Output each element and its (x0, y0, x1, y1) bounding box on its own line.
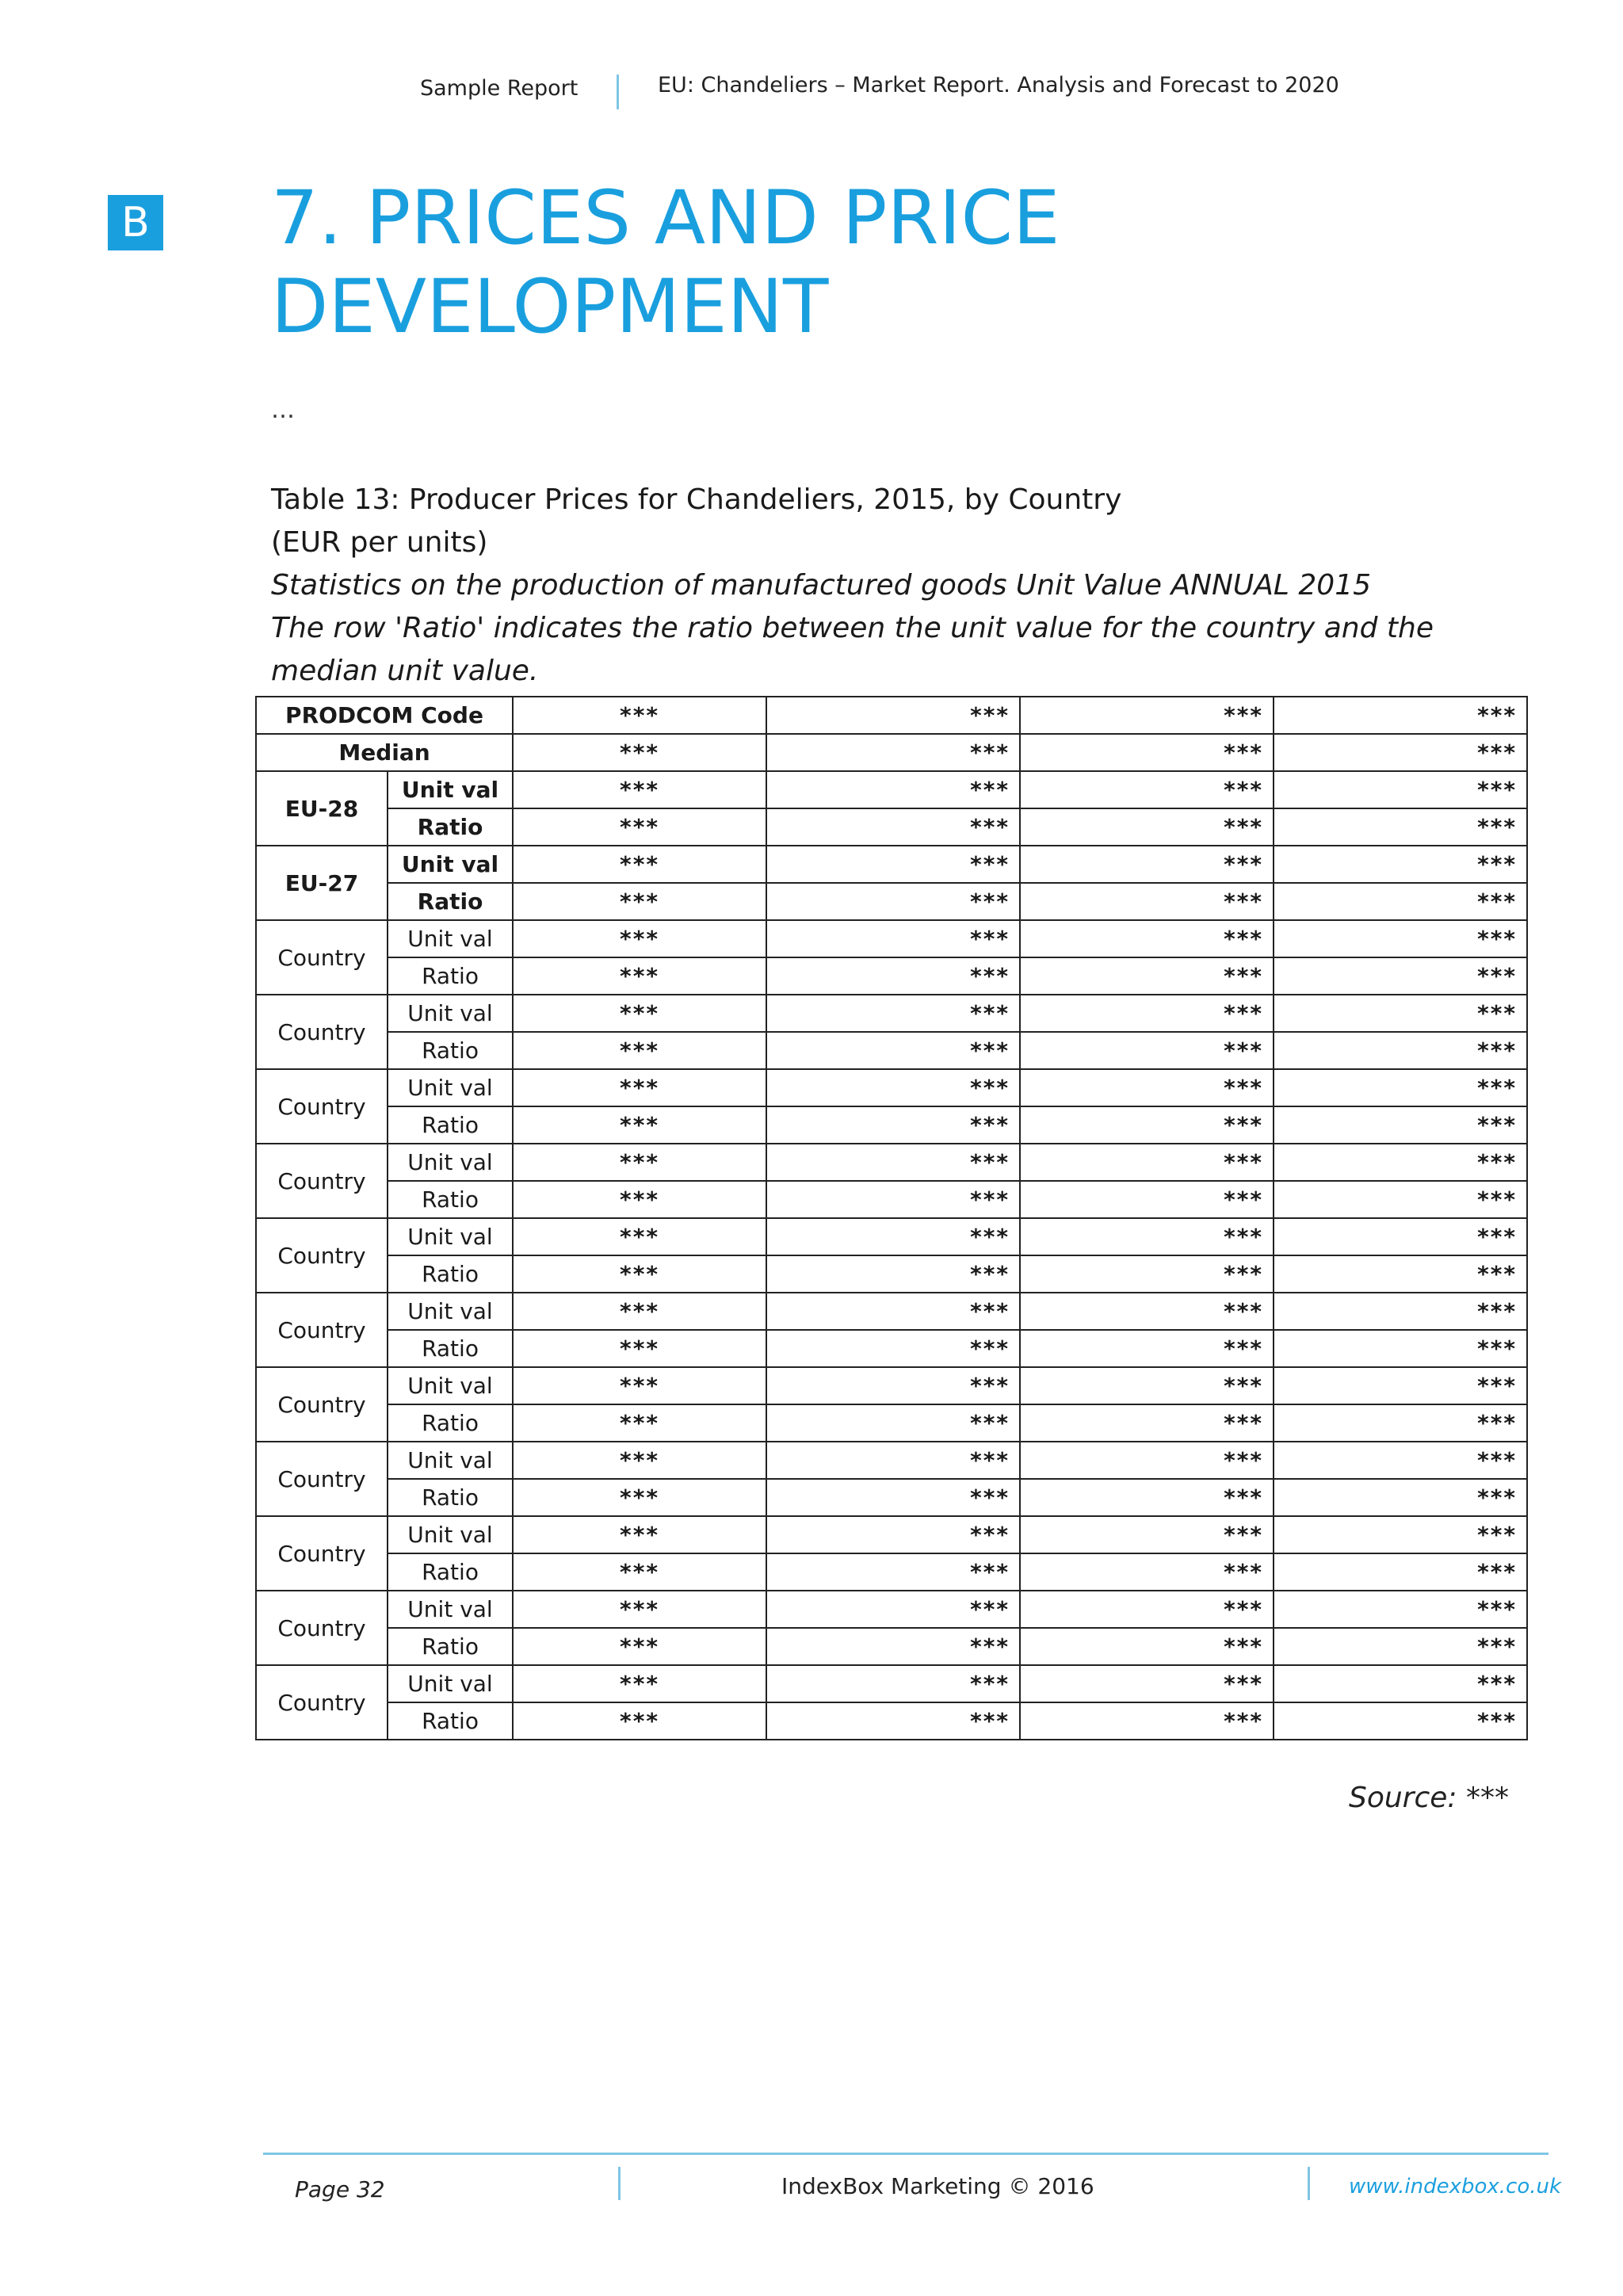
table-row (256, 1479, 1527, 1516)
table-row (256, 1665, 1527, 1702)
header-report-title: EU: Chandeliers – Market Report. Analysis and Forecast to 2020 (658, 73, 1339, 97)
table-cell-value: *** (513, 1069, 766, 1106)
indexbox-logo-icon: B (108, 195, 163, 250)
table-row (256, 1218, 1527, 1255)
table-cell-value: *** (513, 1218, 766, 1255)
table-group-label: Country (256, 1144, 388, 1218)
table-cell-value: *** (1274, 697, 1527, 734)
table-cell-value: *** (513, 1367, 766, 1404)
table-metric-label: Ratio (388, 1106, 513, 1144)
footer-website-link[interactable]: www.indexbox.co.uk (1349, 2175, 1562, 2199)
table-metric-label: Unit val (388, 1442, 513, 1479)
table-cell-value: *** (513, 1702, 766, 1740)
table-cell-value: *** (766, 1032, 1020, 1069)
table-row (256, 1404, 1527, 1442)
table-metric-label: Ratio (388, 1330, 513, 1367)
table-row (256, 1591, 1527, 1628)
table-cell-value: *** (766, 995, 1020, 1032)
table-cell-value: *** (1274, 808, 1527, 846)
table-cell-value: *** (1020, 1442, 1274, 1479)
table-metric-label: Unit val (388, 1665, 513, 1702)
table-metric-label: Ratio (388, 808, 513, 846)
table-cell-value: *** (766, 920, 1020, 957)
table-cell-value: *** (1274, 883, 1527, 920)
section-title-line1: 7. PRICES AND PRICE (271, 175, 1060, 262)
table-cell-value: *** (513, 920, 766, 957)
table-caption (271, 479, 1539, 693)
table-cell-value: *** (513, 808, 766, 846)
table-cell-value: *** (513, 846, 766, 883)
table-row-label: Median (256, 734, 513, 771)
table-cell-value: *** (1020, 1032, 1274, 1069)
table-group-label: EU-27 (256, 846, 388, 920)
table-cell-value: *** (766, 1106, 1020, 1144)
table-cell-value: *** (513, 1628, 766, 1665)
table-cell-value: *** (1020, 1069, 1274, 1106)
table-metric-label: Unit val (388, 1591, 513, 1628)
table-cell-value: *** (1020, 1628, 1274, 1665)
table-cell-value: *** (766, 1181, 1020, 1218)
table-source: Source: *** (1348, 1782, 1509, 1814)
table-group-label: Country (256, 920, 388, 995)
table-body (256, 697, 1527, 1740)
table-caption-ratio-note: The row 'Ratio' indicates the ratio between the unit value for the country and the median unit value. (271, 612, 1434, 687)
table-group-label: Country (256, 1367, 388, 1442)
footer-copyright: IndexBox Marketing © 2016 (781, 2173, 1094, 2199)
table-cell-value: *** (1020, 1702, 1274, 1740)
table-cell-value: *** (766, 808, 1020, 846)
table-cell-value: *** (1274, 1516, 1527, 1553)
table-metric-label: Ratio (388, 1181, 513, 1218)
table-cell-value: *** (1274, 1330, 1527, 1367)
table-cell-value: *** (1020, 1218, 1274, 1255)
table-cell-value: *** (513, 1516, 766, 1553)
table-metric-label: Ratio (388, 1404, 513, 1442)
table-cell-value: *** (766, 1144, 1020, 1181)
table-metric-label: Ratio (388, 1702, 513, 1740)
table-cell-value: *** (1274, 771, 1527, 808)
table-cell-value: *** (1020, 1181, 1274, 1218)
table-cell-value: *** (513, 957, 766, 995)
table-group-label: Country (256, 1069, 388, 1144)
section-title-line2: DEVELOPMENT (271, 264, 829, 350)
table-cell-value: *** (513, 1255, 766, 1293)
table-cell-value: *** (1020, 808, 1274, 846)
omitted-text-ellipsis: … (271, 396, 295, 424)
table-group-label: Country (256, 1591, 388, 1665)
table-cell-value: *** (1020, 1367, 1274, 1404)
table-row-label: PRODCOM Code (256, 697, 513, 734)
table-metric-label: Unit val (388, 1144, 513, 1181)
table-row (256, 808, 1527, 846)
table-cell-value: *** (766, 846, 1020, 883)
table-metric-label: Ratio (388, 1553, 513, 1591)
table-cell-value: *** (1020, 1553, 1274, 1591)
producer-prices-table (255, 696, 1528, 1740)
table-cell-value: *** (1274, 1069, 1527, 1106)
table-cell-value: *** (513, 1181, 766, 1218)
table-cell-value: *** (513, 1330, 766, 1367)
table-cell-value: *** (1274, 1628, 1527, 1665)
table-cell-value: *** (513, 697, 766, 734)
footer-page-number: Page 32 (295, 2176, 385, 2202)
table-metric-label: Unit val (388, 1516, 513, 1553)
table-caption-title: Table 13: Producer Prices for Chandeliers, 2015, by Country (271, 483, 1122, 516)
table-median-row (256, 734, 1527, 771)
table-group-label: Country (256, 1516, 388, 1591)
table-caption-units: (EUR per units) (271, 526, 488, 559)
table-cell-value: *** (1020, 1665, 1274, 1702)
table-row (256, 1293, 1527, 1330)
table-cell-value: *** (1274, 1553, 1527, 1591)
table-row (256, 1516, 1527, 1553)
table-cell-value: *** (1274, 1181, 1527, 1218)
table-row (256, 1367, 1527, 1404)
table-cell-value: *** (1274, 920, 1527, 957)
table-row (256, 883, 1527, 920)
header-divider (617, 74, 619, 109)
table-cell-value: *** (766, 1516, 1020, 1553)
table-cell-value: *** (513, 1144, 766, 1181)
table-cell-value: *** (1274, 1293, 1527, 1330)
table-cell-value: *** (1020, 1144, 1274, 1181)
section-title (271, 174, 1060, 352)
table-metric-label: Unit val (388, 1367, 513, 1404)
table-cell-value: *** (766, 697, 1020, 734)
table-row (256, 1181, 1527, 1218)
table-row (256, 1442, 1527, 1479)
table-cell-value: *** (766, 1702, 1020, 1740)
header-report-type: Sample Report (420, 76, 579, 101)
table-cell-value: *** (766, 1069, 1020, 1106)
table-metric-label: Unit val (388, 1218, 513, 1255)
table-metric-label: Unit val (388, 1293, 513, 1330)
table-group-label: Country (256, 1218, 388, 1293)
table-cell-value: *** (1274, 1367, 1527, 1404)
table-cell-value: *** (1020, 1106, 1274, 1144)
table-cell-value: *** (513, 995, 766, 1032)
table-cell-value: *** (513, 1442, 766, 1479)
table-cell-value: *** (766, 1404, 1020, 1442)
table-row (256, 1628, 1527, 1665)
table-cell-value: *** (766, 1665, 1020, 1702)
table-cell-value: *** (513, 1591, 766, 1628)
table-row (256, 1702, 1527, 1740)
table-row (256, 957, 1527, 995)
table-cell-value: *** (1274, 1702, 1527, 1740)
table-cell-value: *** (766, 1628, 1020, 1665)
table-cell-value: *** (766, 1367, 1020, 1404)
table-cell-value: *** (766, 957, 1020, 995)
table-row (256, 1330, 1527, 1367)
table-cell-value: *** (1020, 1330, 1274, 1367)
table-cell-value: *** (1020, 1293, 1274, 1330)
table-metric-label: Ratio (388, 1479, 513, 1516)
table-cell-value: *** (513, 1553, 766, 1591)
table-cell-value: *** (1020, 957, 1274, 995)
table-row (256, 1032, 1527, 1069)
table-cell-value: *** (1020, 1516, 1274, 1553)
table-cell-value: *** (766, 1479, 1020, 1516)
table-metric-label: Ratio (388, 883, 513, 920)
table-group-label: EU-28 (256, 771, 388, 846)
table-header-row (256, 697, 1527, 734)
table-metric-label: Ratio (388, 1628, 513, 1665)
table-cell-value: *** (1020, 734, 1274, 771)
table-cell-value: *** (1020, 883, 1274, 920)
table-cell-value: *** (766, 1330, 1020, 1367)
table-cell-value: *** (1274, 1591, 1527, 1628)
table-cell-value: *** (766, 1293, 1020, 1330)
table-cell-value: *** (1274, 1255, 1527, 1293)
table-cell-value: *** (513, 1106, 766, 1144)
table-cell-value: *** (1274, 1404, 1527, 1442)
table-cell-value: *** (513, 734, 766, 771)
table-cell-value: *** (1274, 846, 1527, 883)
table-cell-value: *** (1274, 995, 1527, 1032)
table-cell-value: *** (513, 1479, 766, 1516)
table-cell-value: *** (513, 1665, 766, 1702)
table-cell-value: *** (1274, 1665, 1527, 1702)
table-cell-value: *** (1274, 1144, 1527, 1181)
table-cell-value: *** (513, 883, 766, 920)
table-cell-value: *** (766, 734, 1020, 771)
footer-divider (618, 2167, 621, 2200)
table-group-label: Country (256, 1442, 388, 1516)
table-row (256, 920, 1527, 957)
table-metric-label: Unit val (388, 1069, 513, 1106)
table-metric-label: Unit val (388, 995, 513, 1032)
table-caption-source-note: Statistics on the production of manufactured goods Unit Value ANNUAL 2015 (271, 569, 1372, 602)
table-cell-value: *** (1274, 1479, 1527, 1516)
table-cell-value: *** (766, 771, 1020, 808)
table-cell-value: *** (766, 883, 1020, 920)
table-metric-label: Unit val (388, 771, 513, 808)
table-metric-label: Ratio (388, 1032, 513, 1069)
table-cell-value: *** (1274, 1106, 1527, 1144)
table-cell-value: *** (766, 1553, 1020, 1591)
footer-divider (1308, 2167, 1310, 2200)
table-metric-label: Unit val (388, 920, 513, 957)
table-row (256, 1553, 1527, 1591)
table-group-label: Country (256, 1293, 388, 1367)
table-metric-label: Unit val (388, 846, 513, 883)
table-row (256, 1255, 1527, 1293)
table-cell-value: *** (1274, 1218, 1527, 1255)
footer-rule (263, 2153, 1549, 2155)
table-cell-value: *** (766, 1591, 1020, 1628)
table-group-label: Country (256, 995, 388, 1069)
table-cell-value: *** (1020, 995, 1274, 1032)
table-cell-value: *** (1274, 734, 1527, 771)
table-cell-value: *** (513, 1032, 766, 1069)
table-cell-value: *** (1020, 846, 1274, 883)
table-cell-value: *** (513, 1293, 766, 1330)
table-cell-value: *** (1020, 771, 1274, 808)
table-cell-value: *** (1020, 1404, 1274, 1442)
table-cell-value: *** (1020, 920, 1274, 957)
table-cell-value: *** (1020, 1255, 1274, 1293)
table-cell-value: *** (1274, 1442, 1527, 1479)
table-group-label: Country (256, 1665, 388, 1740)
table-cell-value: *** (766, 1218, 1020, 1255)
table-cell-value: *** (513, 771, 766, 808)
table-cell-value: *** (766, 1442, 1020, 1479)
table-row (256, 1144, 1527, 1181)
table-row (256, 1106, 1527, 1144)
table-row (256, 846, 1527, 883)
table-row (256, 995, 1527, 1032)
table-cell-value: *** (513, 1404, 766, 1442)
table-row (256, 1069, 1527, 1106)
table-cell-value: *** (1020, 1591, 1274, 1628)
table-cell-value: *** (1274, 957, 1527, 995)
table-metric-label: Ratio (388, 1255, 513, 1293)
table-metric-label: Ratio (388, 957, 513, 995)
table-cell-value: *** (766, 1255, 1020, 1293)
table-cell-value: *** (1020, 697, 1274, 734)
table-cell-value: *** (1020, 1479, 1274, 1516)
table-cell-value: *** (1274, 1032, 1527, 1069)
table-row (256, 771, 1527, 808)
